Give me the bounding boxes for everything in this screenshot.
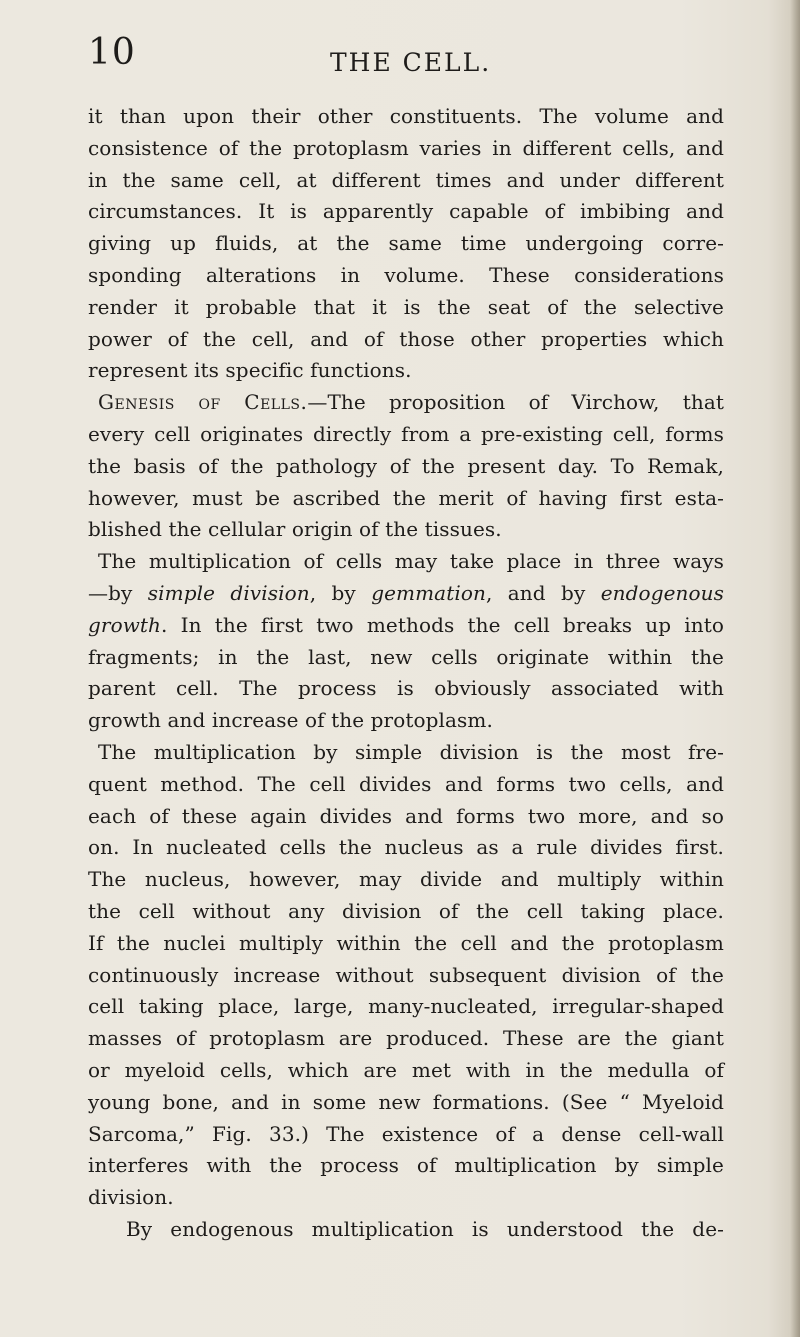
italic-term: growth <box>88 612 162 637</box>
text-line-italics <box>88 610 724 642</box>
page-number: 10 <box>88 32 136 73</box>
text-line: each of these again divides and forms two more, and so <box>88 803 724 828</box>
text-line: the cell without any division of the cell taking place. <box>88 898 724 923</box>
text-line: interferes with the process of multiplication by simple <box>88 1153 724 1178</box>
text-line: the basis of the pathology of the present day. To Remak, <box>88 453 724 478</box>
text-line: The multiplication by simple division is the most fre- <box>98 739 724 764</box>
text-line: represent its specific functions. <box>88 358 412 383</box>
text-span: —by <box>88 580 148 605</box>
text-line-italics <box>88 578 724 610</box>
text-line: quent method. The cell divides and forms two cells, and <box>88 771 724 796</box>
text-line: or myeloid cells, which are met with in the medulla of <box>88 1057 724 1082</box>
text-line: giving up fluids, at the same time undergoing corre- <box>88 231 724 256</box>
section-heading-line <box>88 387 724 419</box>
text-span: , by <box>309 580 372 605</box>
text-line: growth and increase of the protoplasm. <box>88 708 493 733</box>
text-line: young bone, and in some new formations. (See “ Myeloid <box>88 1089 724 1114</box>
text-line: sponding alterations in volume. These considerations <box>88 262 724 287</box>
text-line: however, must be ascribed the merit of having first esta- <box>88 485 724 510</box>
text-span: , and by <box>485 580 601 605</box>
text-line: blished the cellular origin of the tissues. <box>88 517 502 542</box>
text-line: fragments; in the last, new cells originate within the <box>88 644 724 669</box>
text-line: If the nuclei multiply within the cell and the protoplasm <box>88 930 724 955</box>
text-line: in the same cell, at different times and under different <box>88 167 724 192</box>
page-header <box>88 32 712 92</box>
text-line: render it probable that it is the seat of the selective <box>88 294 724 319</box>
running-head: THE CELL. <box>330 48 492 77</box>
text-line: By endogenous multiplication is understood the de- <box>126 1216 724 1241</box>
text-line: every cell originates directly from a pre-existing cell, forms <box>88 421 724 446</box>
text-line: continuously increase without subsequent division of the <box>88 962 724 987</box>
text-line: consistence of the protoplasm varies in different cells, and <box>88 135 724 160</box>
text-line: The multiplication of cells may take place in three ways <box>98 549 724 574</box>
text-line: parent cell. The process is obviously associated with <box>88 676 724 701</box>
italic-term: simple division <box>147 580 310 605</box>
section-heading: Genesis of Cells. <box>98 390 308 415</box>
page-edge-shadow <box>790 0 800 1337</box>
text-line: Sarcoma,” Fig. 33.) The existence of a dense cell-wall <box>88 1121 724 1146</box>
italic-term: gemmation <box>371 580 486 605</box>
text-line: The nucleus, however, may divide and multiply within <box>88 867 724 892</box>
text-line: on. In nucleated cells the nucleus as a rule divides first. <box>88 835 724 860</box>
text-span: . In the first two methods the cell breaks up into <box>161 612 724 637</box>
text-line: cell taking place, large, many-nucleated, irregular-shaped <box>88 994 724 1019</box>
body-text <box>88 101 724 1246</box>
text-line: division. <box>88 1185 174 1210</box>
text-line: it than upon their other constituents. The volume and <box>88 104 724 128</box>
italic-term: endogenous <box>600 580 724 605</box>
text-span: —The proposition of Virchow, that <box>307 390 724 415</box>
text-line: circumstances. It is apparently capable of imbibing and <box>88 199 724 224</box>
text-line: masses of protoplasm are produced. These are the giant <box>88 1026 724 1051</box>
text-line: power of the cell, and of those other properties which <box>88 326 724 351</box>
